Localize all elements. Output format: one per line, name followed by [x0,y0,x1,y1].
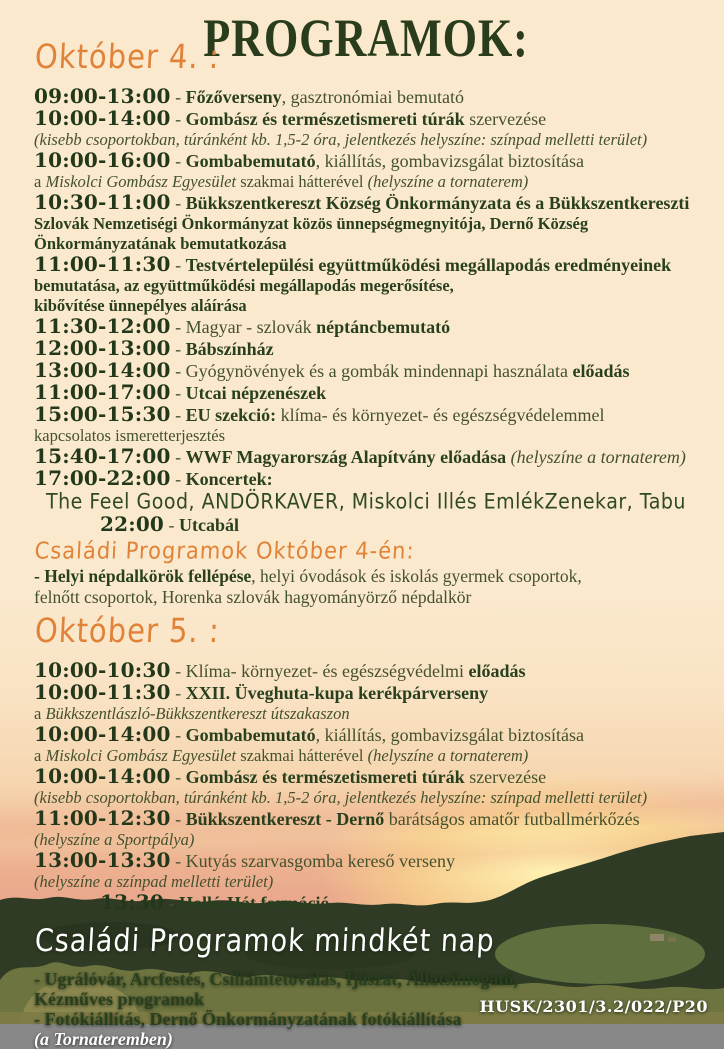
page-title: PROGRAMOK: [203,8,529,68]
program-entry-line [34,808,698,830]
program-entry-subline [34,276,698,296]
text-segment: felnőtt csoportok, Horenka szlovák hagyományörző népdalkör [34,587,472,607]
text-segment: barátságos amatőr futballmérkőzés [384,809,640,829]
text-segment: - Helyi népdalkörök fellépése [34,566,252,586]
program-entry-line [34,468,698,490]
program-entry [34,86,698,108]
program-entry [34,446,698,468]
text-segment: Miskolci Gombász Egyesület [45,746,237,765]
entry-time: 15:40-17:00 [34,444,171,468]
program-entry-subline [34,130,698,150]
poster-header [34,0,698,86]
program-entry [34,150,698,192]
program-entry-subline [34,872,698,892]
entry-separator: - [170,661,186,681]
program-entry [34,404,698,446]
text-segment: , gasztronómiai bemutató [281,87,465,107]
program-entry [34,850,698,892]
entry-time: 10:00-14:00 [34,722,171,746]
text-segment: Utcabál [179,515,240,535]
text-segment: Utcai népzenészek [185,383,327,403]
program-text-line [34,587,698,608]
entry-separator: - [170,725,186,745]
text-segment: Gyógynövények és a gombák mindennapi használata [185,361,573,381]
program-entry [34,316,698,338]
text-segment: a [34,704,46,723]
entry-time: 09:00-13:00 [34,84,171,108]
program-text-line [34,969,698,989]
program-entry [34,468,698,490]
text-segment: (kisebb csoportokban, túránként kb. 1,5-2 óra, jelentkezés helyszíne: színpad melletti terület) [34,788,648,807]
text-segment: néptáncbemutató [316,317,451,337]
text-segment: Kézműves programok [34,989,205,1009]
entry-separator: - [170,809,186,829]
text-segment: XXII. Üveghuta-kupa kerékpárverseny [185,683,489,703]
program-entry-line [34,404,698,426]
text-segment: (helyszíne a tornaterem) [367,746,529,765]
program-entry-line [34,108,698,130]
section-heading-family-october-4: Családi Programok Október 4-én: [34,537,416,564]
program-entry-subline [34,788,698,808]
text-segment: Bükkszentkereszt - Dernő [185,809,385,829]
text-segment: (helyszíne a színpad melletti terület) [34,872,274,891]
text-segment: kibővítése ünnepélyes aláírása [34,296,247,315]
text-segment: Klíma- környezet- és egészségvédelmi [185,661,469,681]
program-entry [34,808,698,850]
program-entry-line [34,150,698,172]
text-segment: előadás [572,361,630,381]
text-segment: (a Tornateremben) [34,1029,173,1049]
program-entry [34,724,698,766]
text-segment: (kisebb csoportokban, túránként kb. 1,5-2 óra, jelentkezés helyszíne: színpad melletti terület) [34,130,648,149]
family-programs-october-4 [34,566,698,608]
entry-separator: - [170,361,186,381]
program-entry-line [34,86,698,108]
program-list-october-5 [34,660,698,914]
text-segment: előadás [468,661,526,681]
entry-separator: - [170,339,186,359]
text-segment: (helyszíne a tornaterem) [510,447,686,467]
entry-time: 10:00-14:00 [34,764,171,788]
program-entry-subline [34,296,698,316]
entry-separator: - [170,109,186,129]
program-text-line [34,1029,698,1049]
text-segment: - Ugrálóvár, Arcfestés, Csillámtetoválás, Íjászat, Állatsímogató, [34,969,518,989]
entry-separator: - [164,515,180,535]
text-segment: kapcsolatos ismeretterjesztés [34,426,226,445]
section-heading-october-4: Október 4. : [34,36,221,76]
text-segment: klíma- és környezet- és egészségvédelemmel [276,405,605,425]
text-segment: Bábszínház [185,339,274,359]
text-segment: Koncertek: [185,469,273,489]
entry-time: 10:00-11:30 [34,680,171,704]
concert-bands-line: The Feel Good, ANDÖRKAVER, Miskolci Illés EmlékZenekar, Tabu [46,489,686,515]
program-entry-subline [34,746,698,766]
text-segment: Magyar - szlovák [185,317,317,337]
text-segment: Gombász és természetismereti túrák [185,767,465,787]
text-segment: - Fotókiállítás, Dernő Önkormányzatának fotókiállítása [34,1009,462,1029]
entry-time: 11:00-11:30 [34,252,171,276]
program-entry-subline [34,172,698,192]
program-entry-line [34,254,698,276]
program-entry-line [34,660,698,682]
program-entry [34,192,698,254]
entry-separator: - [170,851,186,871]
program-entry-subline [34,234,698,254]
entry-separator: - [164,893,180,913]
text-segment: , kiállítás, gombavizsgálat biztosítása [315,725,585,745]
entry-separator: - [170,255,186,275]
program-entry-line [34,724,698,746]
program-entry [34,108,698,150]
program-entry-line [34,892,698,914]
text-segment: (helyszíne a Sportpálya) [34,830,195,849]
program-entry-subline [34,426,698,446]
text-segment: EU szekció: [185,405,277,425]
program-entry [34,254,698,316]
text-segment: szervezése [464,109,547,129]
program-entry [34,514,698,536]
program-entry [34,682,698,724]
entry-separator: - [170,683,186,703]
entry-time: 10:00-16:00 [34,148,171,172]
text-segment: Önkormányzatának bemutatkozása [34,234,287,253]
program-entry-line [34,446,698,468]
program-entry [34,338,698,360]
program-entry-subline [34,214,698,234]
text-segment: Bükkszentlászló-Bükkszentkereszt útszakaszon [45,704,350,723]
entry-time: 15:00-15:30 [34,402,171,426]
program-entry-line [34,850,698,872]
program-entry-line [34,514,698,536]
entry-separator: - [170,317,186,337]
text-segment: Főzőverseny [185,87,282,107]
text-segment: szakmai hátterével [236,172,368,191]
entry-time: 11:00-17:00 [34,380,171,404]
text-segment: Testvértelepülési együttműködési megállapodás eredményeinek [185,255,672,275]
entry-separator: - [170,383,186,403]
entry-time: 13:00-14:00 [34,358,171,382]
text-segment: Szlovák Nemzetiségi Önkormányzat közös ünnepségmegnyitója, Dernő Község [34,214,589,233]
program-entry [34,892,698,914]
entry-time: 10:00-10:30 [34,658,171,682]
entry-separator: - [170,405,186,425]
text-segment: Miskolci Gombász Egyesület [45,172,237,191]
program-entry-line [34,766,698,788]
text-segment: , kiállítás, gombavizsgálat biztosítása [315,151,585,171]
program-entry-line [34,316,698,338]
text-segment: Bükkszentkereszt Község Önkormányzata és a Bükkszentkereszti [185,193,690,213]
program-text-line [34,566,698,587]
entry-time: 11:00-12:30 [34,806,171,830]
section-heading-family-both-days: Családi Programok mindkét nap [34,923,496,959]
entry-time: 17:00-22:00 [34,466,171,490]
family-programs-both-days-section [34,923,698,1049]
entry-separator: - [170,767,186,787]
entry-separator: - [170,447,186,467]
entry-time: 22:00 [100,512,165,536]
project-code: HUSK/2301/3.2/022/P20 [479,997,708,1016]
entry-time: 12:00-13:00 [34,336,171,360]
text-segment: WWF Magyarország Alapítvány előadása [185,447,507,467]
program-entry [34,382,698,404]
program-entry-line [34,682,698,704]
text-segment: bemutatása, az együttműködési megállapodás megerősítése, [34,276,454,295]
program-entry-line [34,192,698,214]
entry-separator: - [170,87,186,107]
program-entry-subline [34,830,698,850]
text-segment: a [34,746,46,765]
program-entry-line [34,338,698,360]
section-heading-october-5: Október 5. : [34,610,221,650]
text-segment: Kutyás szarvasgomba kereső verseny [185,851,456,871]
program-entry-line [34,360,698,382]
program-entry-subline [34,704,698,724]
program-entry [34,766,698,808]
program-entry [34,360,698,382]
text-segment: a [34,172,46,191]
program-entry-line [34,382,698,404]
entry-time: 13:00-13:30 [34,848,171,872]
text-segment: Gombabemutató [185,151,316,171]
text-segment: Gombász és természetismereti túrák [185,109,465,129]
program-entry [34,660,698,682]
text-segment: szervezése [464,767,547,787]
text-segment: szakmai hátterével [236,746,368,765]
entry-separator: - [170,469,186,489]
entry-time: 11:30-12:00 [34,314,171,338]
text-segment: , helyi óvodások és iskolás gyermek csoportok, [251,566,582,586]
entry-separator: - [170,151,186,171]
text-segment: Gombabemutató [185,725,316,745]
entry-time: 10:30-11:00 [34,190,171,214]
text-segment: (helyszíne a tornaterem) [367,172,529,191]
program-list-october-4 [34,86,698,536]
entry-time: 13:30 [100,890,165,914]
text-segment: Holló-Hát formáció [179,893,330,913]
entry-time: 10:00-14:00 [34,106,171,130]
entry-separator: - [170,193,186,213]
